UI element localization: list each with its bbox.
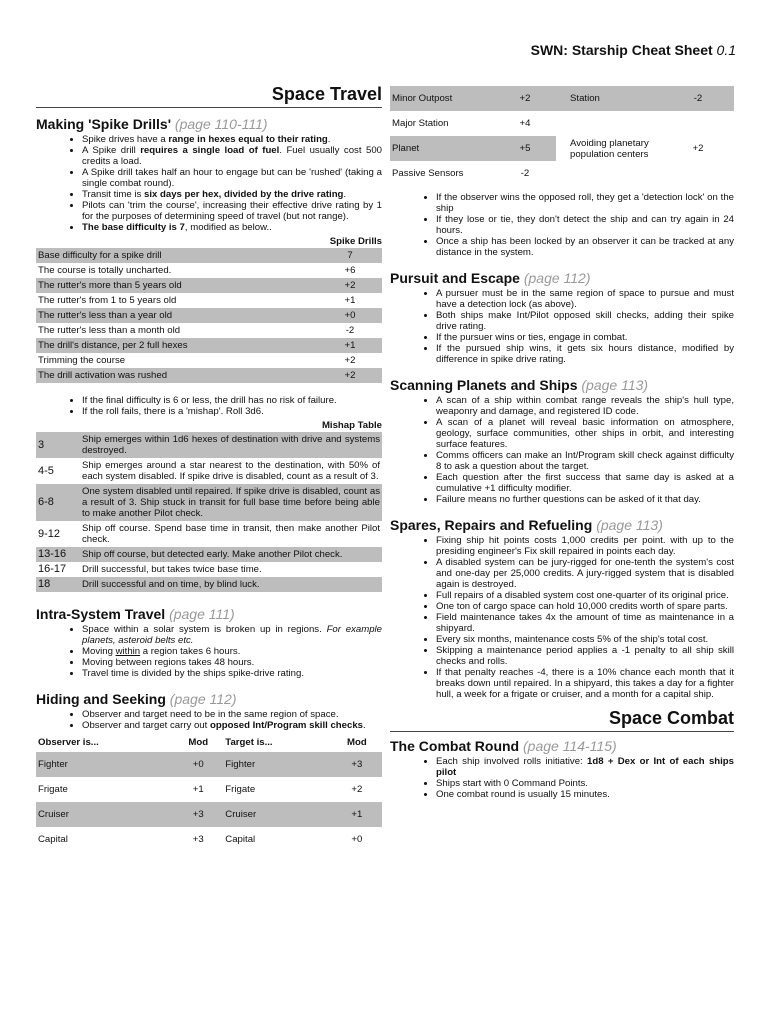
scanning-page-ref: (page 113) <box>581 377 649 393</box>
table-row <box>36 293 382 308</box>
cell: Cruiser <box>223 802 332 827</box>
list-item: • A disabled system can be jury-rigged for one-tenth the system's cost and one-day per 25,000 credits. A jury-rigged system that is disabled again is destroyed. <box>436 557 734 590</box>
right-column <box>390 86 734 800</box>
list-item: • Skipping a maintenance period applies a -1 penalty to all ship skill checks and rolls. <box>436 645 734 667</box>
cell: -2 <box>345 325 355 336</box>
detection-modifier-table <box>390 86 734 186</box>
list-item <box>82 200 382 222</box>
list-item: • Each question after the first success that same day is asked at a cumulative +1 difficulty modifier. <box>436 472 734 494</box>
list-item: • Both ships make Int/Pilot opposed skill checks, adding their spike drive rating. <box>436 310 734 332</box>
list-item <box>82 167 382 189</box>
list-item <box>82 720 382 731</box>
spike-title: Making 'Spike Drills' <box>36 116 172 132</box>
column-header: Mod <box>188 737 209 748</box>
pursuit-heading <box>390 270 734 286</box>
cell: +5 <box>494 136 556 161</box>
cell: The rutter's less than a month old <box>38 325 181 336</box>
cell: Trimming the course <box>38 355 126 366</box>
header-version: 0.1 <box>716 42 736 58</box>
list-item <box>82 189 382 200</box>
cell: +1 <box>192 784 204 795</box>
intra-heading <box>36 606 382 622</box>
cell: Base difficulty for a spike drill <box>36 248 318 263</box>
cell: Capital <box>225 834 256 845</box>
spike-page-ref: (page 110-111) <box>174 116 268 132</box>
spike-table-caption: Spike Drills <box>329 236 382 247</box>
cell: +2 <box>692 143 704 154</box>
list-item <box>436 756 734 778</box>
pursuit-title: Pursuit and Escape <box>390 270 520 286</box>
cell: +0 <box>351 834 363 845</box>
hiding-list <box>36 709 382 731</box>
column-header: Mod <box>347 737 367 748</box>
text: Transit time is <box>82 189 145 200</box>
list-item: • Fixing ship hit points costs 1,000 credits per point. with up to the presiding engineer's Fix skill repaired in points each day. <box>436 535 734 557</box>
list-item <box>82 134 382 145</box>
cell: Drill successful, but takes twice base time. <box>82 564 262 575</box>
text: . <box>363 720 366 731</box>
observer-target-table <box>36 731 382 852</box>
list-item: • If the final difficulty is 6 or less, the drill has no risk of failure. <box>82 395 382 406</box>
table-row <box>36 458 382 484</box>
cell: Ship off course. Spend base time in transit, then make another Pilot check. <box>82 523 380 545</box>
text: . <box>343 189 347 200</box>
table-row <box>36 263 382 278</box>
underlined-text: within <box>115 646 141 657</box>
list-item: • Observer and target need to be in the same region of space. <box>82 709 382 720</box>
cell: 18 <box>36 577 80 592</box>
cell: Frigate <box>225 784 256 795</box>
list-item: • Travel time is divided by the ships spike-drive rating. <box>82 668 382 679</box>
mishap-table-caption: Mishap Table <box>321 420 382 431</box>
table-row <box>36 353 382 368</box>
intra-page-ref: (page 111) <box>169 606 235 622</box>
cell: 7 <box>318 248 382 263</box>
cell: +2 <box>351 784 363 795</box>
cell: The rutter's from 1 to 5 years old <box>38 295 177 306</box>
cell: +0 <box>318 308 382 323</box>
cell: -2 <box>662 86 734 111</box>
cell: +1 <box>344 295 356 306</box>
list-item: • If the pursuer wins or ties, engage in combat. <box>436 332 734 343</box>
header-title: SWN: Starship Cheat Sheet <box>530 42 713 58</box>
intra-title: Intra-System Travel <box>36 606 166 622</box>
cell: 6-8 <box>36 484 80 521</box>
list-item: • Full repairs of a disabled system cost one-quarter of its original price. <box>436 590 734 601</box>
text: Each ship involved rolls initiative: <box>436 756 587 767</box>
list-item: • Ships start with 0 Command Points. <box>436 778 734 789</box>
spike-after-list <box>36 395 382 417</box>
table-row <box>36 562 382 577</box>
list-item <box>82 646 382 657</box>
list-item: • Comms officers can make an Int/Program skill check against difficulty 8 to ask a question about the target. <box>436 450 734 472</box>
list-item <box>82 624 382 646</box>
list-item: • If they lose or tie, they don't detect the ship and can try again in 24 hours. <box>436 214 734 236</box>
table-row <box>36 777 382 802</box>
column-header: Target is... <box>225 737 273 748</box>
cell: Ship off course, but detected early. Make another Pilot check. <box>80 547 382 562</box>
cell: Passive Sensors <box>392 168 464 179</box>
cell: +3 <box>332 752 382 777</box>
list-item: • A pursuer must be in the same region of space to pursue and must have a detection lock (as above). <box>436 288 734 310</box>
left-column <box>36 84 382 852</box>
cell: Planet <box>390 136 494 161</box>
cell: +2 <box>318 368 382 383</box>
table-row <box>36 278 382 293</box>
cell: +2 <box>318 278 382 293</box>
combat-round-title: The Combat Round <box>390 738 520 754</box>
text: Observer and target carry out <box>82 720 210 731</box>
table-row <box>36 338 382 353</box>
spike-list <box>36 134 382 233</box>
table-row <box>36 368 382 383</box>
text: Pilots can 'trim the course', increasing their effective drive rating by 1 for the purposes of determining speed of travel (but not range). <box>82 200 382 222</box>
text: A Spike drill <box>82 145 141 156</box>
bold-text: opposed Int/Program skill checks <box>209 720 363 731</box>
list-item: • If that penalty reaches -4, there is a 10% chance each month that it breaks down until repaired. In a shipyard, this takes a day for a fighter hull, a week for a frigate or cruiser, and a month for a capital ship. <box>436 667 734 700</box>
cell: The rutter's more than 5 years old <box>36 278 318 293</box>
combat-round-list <box>390 756 734 800</box>
cell: Ship emerges within 1d6 hexes of destination with drive and systems destroyed. <box>82 434 380 456</box>
table-row <box>36 484 382 521</box>
hiding-heading <box>36 691 382 707</box>
page-header <box>531 42 736 58</box>
table-row <box>36 323 382 338</box>
spike-heading <box>36 116 382 132</box>
column-header: Observer is... <box>38 737 99 748</box>
cell: Major Station <box>392 118 449 129</box>
table-row <box>390 86 734 111</box>
cell: 9-12 <box>38 527 61 540</box>
list-item: • A scan of a ship within combat range reveals the ship's hull type, weaponry and damage, and registered ID code. <box>436 395 734 417</box>
list-item: • Failure means no further questions can be asked of it that day. <box>436 494 734 505</box>
table-row <box>36 547 382 562</box>
cell: Frigate <box>38 784 68 795</box>
list-item <box>82 222 382 233</box>
cell: The course is totally uncharted. <box>38 265 172 276</box>
bold-text: range in hexes equal to their rating <box>168 134 328 145</box>
cell: Fighter <box>36 752 173 777</box>
intra-list <box>36 624 382 679</box>
cell: The rutter's less than a year old <box>36 308 318 323</box>
list-item <box>82 145 382 167</box>
detection-list <box>390 192 734 258</box>
text: Moving <box>82 646 116 657</box>
list-item: • Field maintenance takes 4x the amount of time as maintenance in a shipyard. <box>436 612 734 634</box>
list-item: • If the pursued ship wins, it gets six hours distance, modified by difference in spike drive rating. <box>436 343 734 365</box>
cell: Drill successful and on time, by blind luck. <box>80 577 382 592</box>
list-item: • Moving between regions takes 48 hours. <box>82 657 382 668</box>
pursuit-page-ref: (page 112) <box>523 270 591 286</box>
spares-list <box>390 535 734 700</box>
combat-round-page-ref: (page 114-115) <box>523 738 617 754</box>
cell: +2 <box>344 355 356 366</box>
list-item: • If the observer wins the opposed roll, they get a 'detection lock' on the ship <box>436 192 734 214</box>
text: A Spike drill takes half an hour to engage but can be 'rushed' (taking a single combat round). <box>82 167 382 189</box>
table-row <box>36 577 382 592</box>
cell: Cruiser <box>36 802 173 827</box>
spares-page-ref: (page 113) <box>596 517 663 533</box>
cell: Avoiding planetary population centers <box>570 137 649 160</box>
list-item: • Once a ship has been locked by an observer it can be tracked at any distance in the system. <box>436 236 734 258</box>
cell: +4 <box>519 118 531 129</box>
cell: Capital <box>38 834 68 845</box>
list-item: • A scan of a planet will reveal basic information on atmosphere, geology, surface communities, other ships in orbit, and interesting surface features. <box>436 417 734 450</box>
cell: +1 <box>332 802 382 827</box>
combat-round-heading <box>390 738 734 754</box>
table-row <box>36 308 382 323</box>
cell: +3 <box>192 834 204 845</box>
list-item: • If the roll fails, there is a 'mishap'. Roll 3d6. <box>82 406 382 417</box>
space-combat-heading: Space Combat <box>390 708 734 732</box>
text: . Fuel usually cost 500 credits a load. <box>82 145 382 167</box>
list-item: • One ton of cargo space can hold 10,000 credits worth of spare parts. <box>436 601 734 612</box>
scanning-heading <box>390 377 734 393</box>
scanning-title: Scanning Planets and Ships <box>390 377 578 393</box>
spike-drills-table <box>36 248 382 383</box>
cell: Station <box>556 86 662 111</box>
cell: The drill's distance, per 2 full hexes <box>36 338 318 353</box>
space-travel-heading: Space Travel <box>36 84 382 108</box>
cell: +3 <box>173 802 223 827</box>
mishap-table <box>36 432 382 592</box>
pursuit-list <box>390 288 734 365</box>
table-row <box>36 752 382 777</box>
table-row <box>36 827 382 852</box>
bold-text: The base difficulty is 7 <box>82 222 185 233</box>
italic-text: For example planets, asteroid belts etc. <box>82 624 382 646</box>
table-row <box>36 521 382 547</box>
cell: +6 <box>344 265 356 276</box>
hiding-page-ref: (page 112) <box>169 691 237 707</box>
cell: Minor Outpost <box>390 86 494 111</box>
list-item: • Every six months, maintenance costs 5% of the ship's total cost. <box>436 634 734 645</box>
text: Space within a solar system is broken up in regions. <box>82 624 327 635</box>
text: Spike drives have a <box>82 134 169 145</box>
table-row <box>36 432 382 458</box>
table-row <box>36 802 382 827</box>
cell: 16-17 <box>38 563 67 575</box>
cell: 13-16 <box>36 547 80 562</box>
scanning-list <box>390 395 734 505</box>
cell: The drill activation was rushed <box>36 368 318 383</box>
table-row <box>36 248 382 263</box>
table-header-row <box>36 731 382 752</box>
bold-text: 1d8 + Dex or Int of each ships pilot <box>436 756 734 778</box>
text: , modified as below.. <box>184 222 272 233</box>
cell: -2 <box>520 168 530 179</box>
cell: One system disabled until repaired. If spike drive is disabled, count as a result of 3. Ship stuck in transit for full base time before being able to make another Pilot check. <box>82 486 380 519</box>
cell: Ship emerges around a star nearest to the destination, with 50% of each system disabled. If spike drive is disabled, count as a result of 3. <box>82 460 380 482</box>
cell: +1 <box>318 338 382 353</box>
text: . <box>327 134 331 145</box>
cell: +0 <box>173 752 223 777</box>
table-row <box>390 111 734 136</box>
cell: Fighter <box>223 752 332 777</box>
cell: 3 <box>36 432 80 458</box>
hiding-title: Hiding and Seeking <box>36 691 166 707</box>
bold-text: six days per hex, divided by the drive rating <box>144 189 344 200</box>
bold-text: requires a single load of fuel <box>140 145 280 156</box>
list-item: • One combat round is usually 15 minutes. <box>436 789 734 800</box>
spares-heading <box>390 517 734 533</box>
cell: +2 <box>494 86 556 111</box>
cell: 4-5 <box>38 464 54 477</box>
spares-title: Spares, Repairs and Refueling <box>390 517 593 533</box>
text: a region takes 6 hours. <box>140 646 241 657</box>
